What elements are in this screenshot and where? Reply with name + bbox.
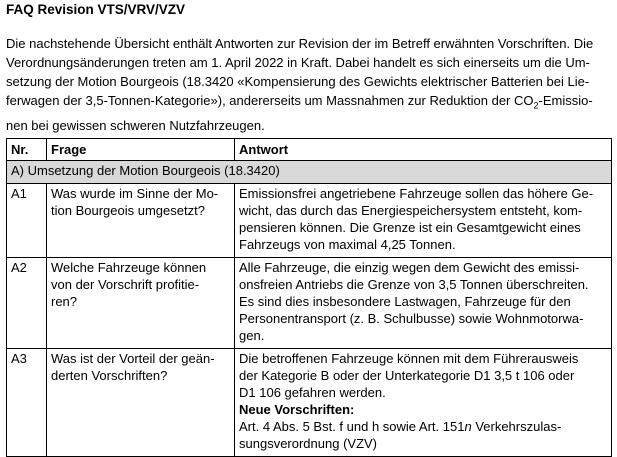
- row-question: [47, 184, 235, 258]
- new-rules-heading: Neue Vorschriften:: [239, 402, 355, 417]
- column-header-antwort: Antwort: [235, 139, 612, 161]
- question-line: Was ist der Vorteil der geän-: [51, 351, 215, 366]
- question-line: tion Bourgeois umgesetzt?: [51, 203, 205, 218]
- answer-line: wicht, das durch das Energiespeichersystem entsteht, kom-: [239, 203, 583, 218]
- faq-table: [6, 138, 612, 457]
- answer-reference-line: [239, 418, 607, 435]
- question-line: von der Vorschrift profitie-: [51, 277, 200, 292]
- document-title: FAQ Revision VTS/VRV/VZV: [6, 2, 186, 17]
- intro-paragraph: [6, 34, 612, 135]
- question-line: derten Vorschriften?: [51, 368, 168, 383]
- row-number: A2: [7, 258, 47, 349]
- row-answer: [235, 258, 612, 349]
- table-header-row: [7, 139, 612, 161]
- row-question: [47, 258, 235, 349]
- intro-line: [6, 91, 612, 116]
- table-row: [7, 349, 612, 457]
- answer-reference-line: sungsverordnung (VZV): [239, 436, 378, 451]
- answer-line: Es sind dies insbesondere Lastwagen, Fahrzeuge für den: [239, 294, 571, 309]
- answer-line: Emissionsfrei angetriebene Fahrzeuge sollen das höhere Ge-: [239, 186, 594, 201]
- section-row: [7, 161, 612, 184]
- intro-line: setzung der Motion Bourgeois (18.3420 «Kompensierung des Gewichts elektrischer Batterien bei Lie-: [6, 74, 590, 89]
- column-header-nr: Nr.: [7, 139, 47, 161]
- answer-line: der Kategorie B oder der Unterkategorie D1 3,5 t 106 oder: [239, 368, 575, 383]
- intro-line: Die nachstehende Übersicht enthält Antworten zur Revision der im Betreff erwähnten Vorschriften. Die: [6, 36, 594, 51]
- intro-line: nen bei gewissen schweren Nutzfahrzeugen.: [6, 117, 265, 133]
- answer-line: pensieren können. Die Grenze ist ein Gesamtgewicht eines: [239, 220, 581, 235]
- intro-line-text: ferwagen der 3,5-Tonnen-Kategorie»), andererseits um Massnahmen zur Reduktion der CO: [6, 93, 534, 108]
- row-question: [47, 349, 235, 457]
- reference-italic: n: [464, 419, 472, 434]
- answer-line: D1 106 gefahren werden.: [239, 385, 386, 400]
- section-title: A) Umsetzung der Motion Bourgeois (18.3420): [7, 161, 612, 184]
- answer-line: onsfreien Antriebs die Grenze von 3,5 Tonnen überschreiten.: [239, 277, 589, 292]
- table-row: [7, 258, 612, 349]
- intro-line-text: -Emissio-: [538, 93, 593, 108]
- row-number: A3: [7, 349, 47, 457]
- question-line: Welche Fahrzeuge können: [51, 260, 207, 275]
- answer-line: Alle Fahrzeuge, die einzig wegen dem Gewicht des emissi-: [239, 260, 580, 275]
- answer-line: Fahrzeugs von maximal 4,25 Tonnen.: [239, 237, 456, 252]
- answer-line: Personentransport (z. B. Schulbusse) sowie Wohnmotorwa-: [239, 311, 584, 326]
- reference-text: Verkehrszulas-: [471, 419, 562, 434]
- row-answer: [235, 349, 612, 457]
- question-line: ren?: [51, 294, 78, 309]
- intro-line: Verordnungsänderungen treten am 1. April 2022 in Kraft. Dabei handelt es sich einerseits um die Um-: [6, 55, 590, 70]
- co2-subscript: 2: [533, 100, 539, 111]
- question-line: Was wurde im Sinne der Mo-: [51, 186, 219, 201]
- answer-line: Die betroffenen Fahrzeuge können mit dem Führerausweis: [239, 351, 579, 366]
- row-number: A1: [7, 184, 47, 258]
- row-answer: [235, 184, 612, 258]
- column-header-frage: Frage: [47, 139, 235, 161]
- answer-line: gen.: [239, 328, 265, 343]
- reference-text: Art. 4 Abs. 5 Bst. f und h sowie Art. 151: [239, 419, 465, 434]
- table-row: [7, 184, 612, 258]
